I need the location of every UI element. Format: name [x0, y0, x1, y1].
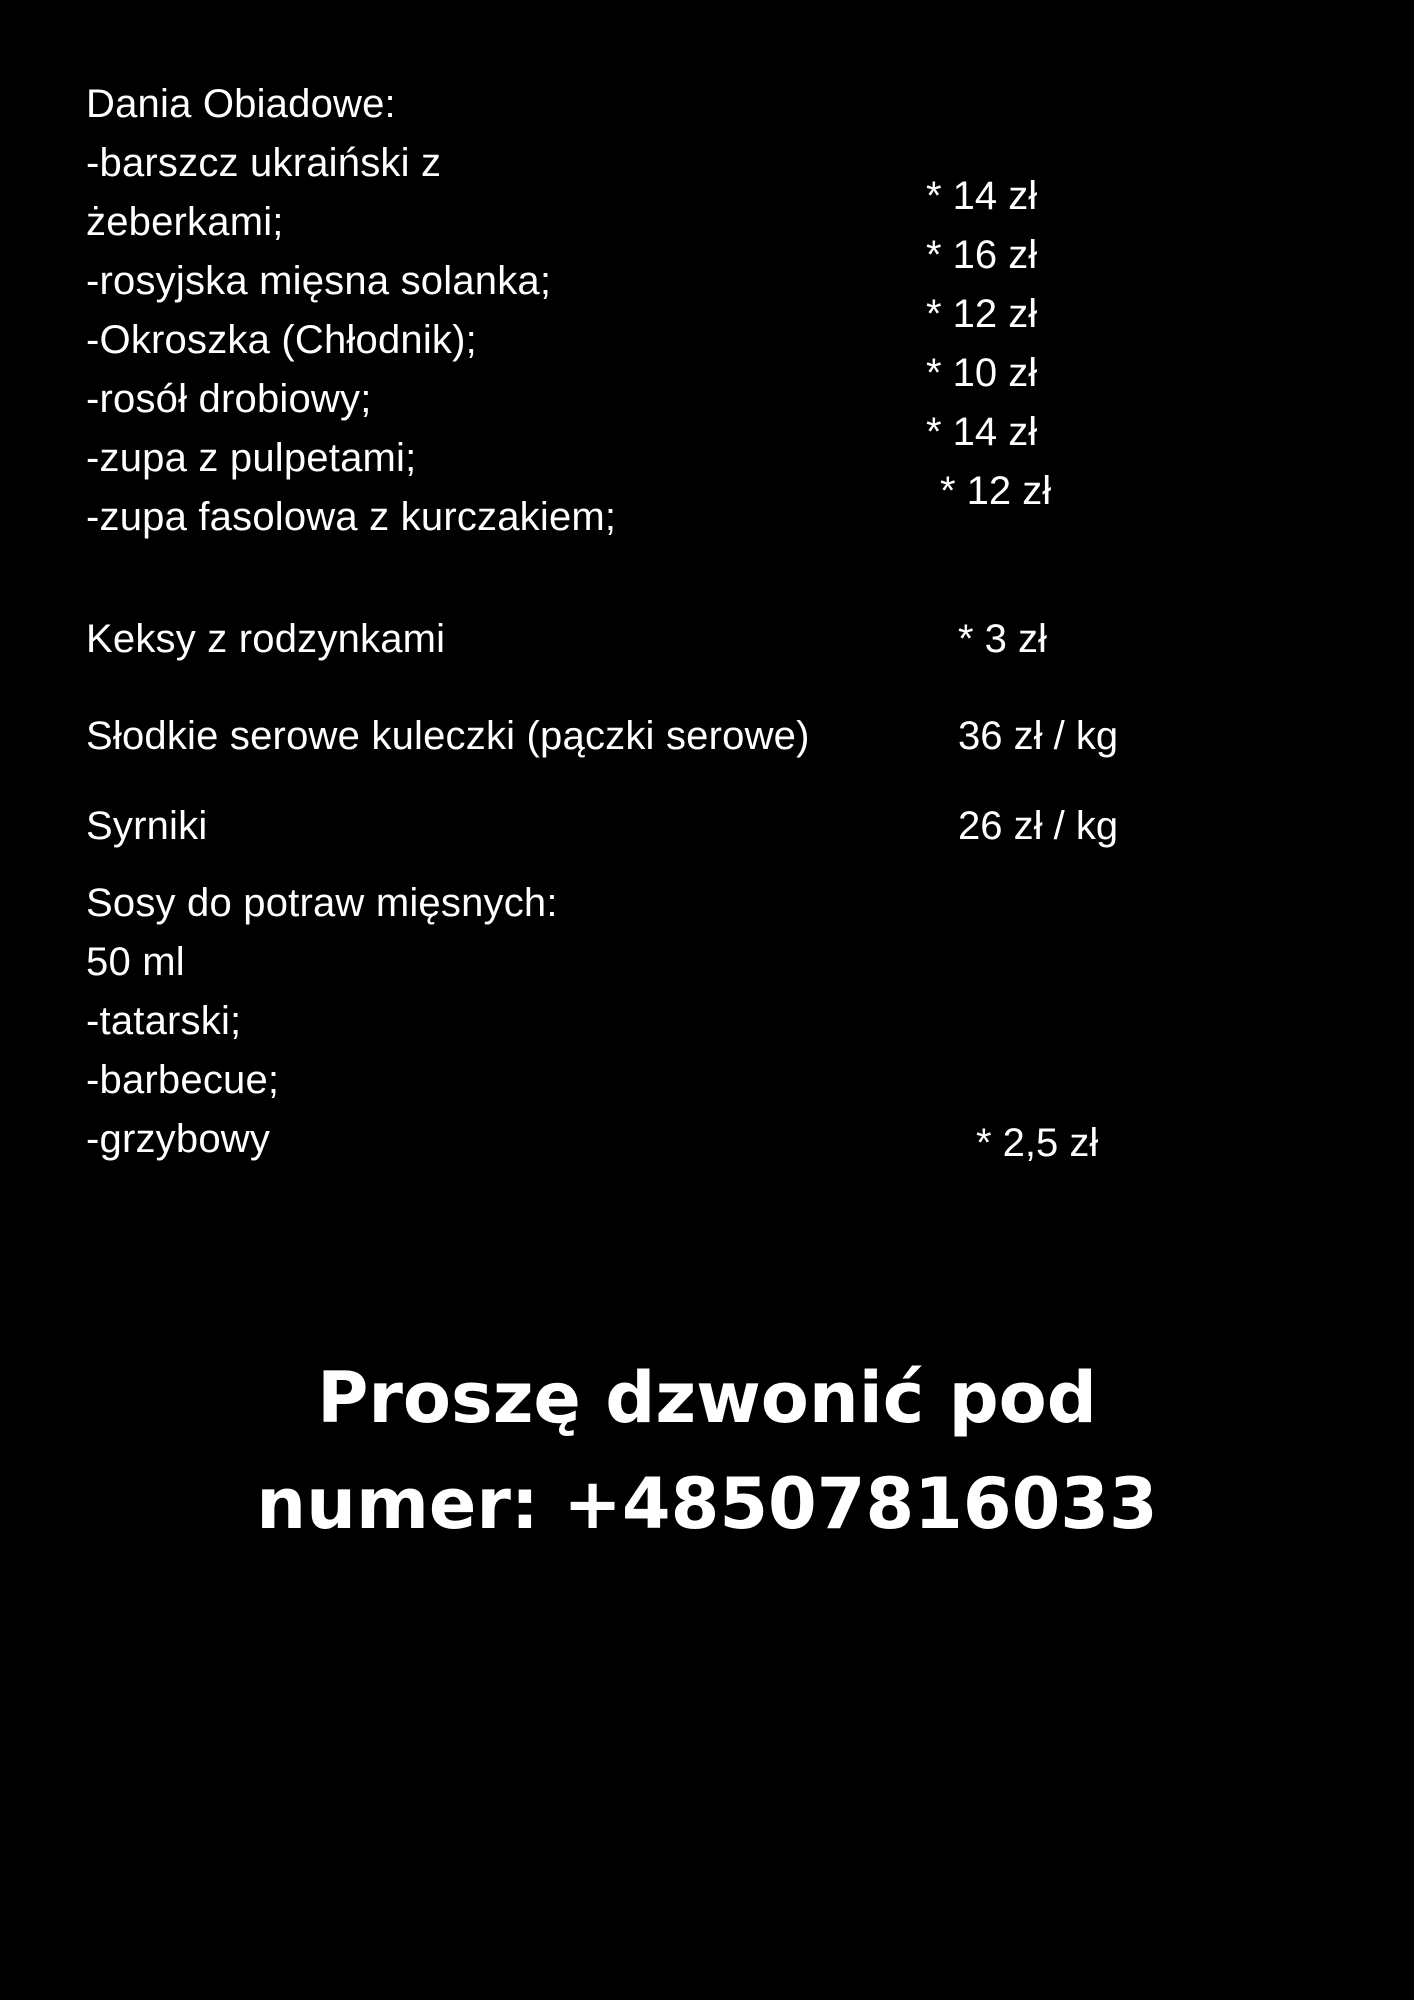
contact-phone-line: numer: +48507816033: [256, 1463, 1158, 1545]
item-price: 36 zł / kg: [958, 714, 1119, 758]
lunch-price: * 16 zł: [926, 233, 1038, 277]
lunch-item-line: -rosyjska mięsna solanka;: [86, 259, 552, 303]
lunch-price: * 10 zł: [926, 351, 1038, 395]
lunch-item-line: -zupa z pulpetami;: [86, 436, 417, 480]
lunch-item-line: -Okroszka (Chłodnik);: [86, 318, 477, 362]
lunch-price: * 14 zł: [926, 174, 1038, 218]
sauces-price: * 2,5 zł: [976, 1121, 1099, 1165]
contact-cta: [0, 1345, 1414, 1557]
sauce-item: -barbecue;: [86, 1058, 280, 1102]
lunch-price: * 12 zł: [926, 292, 1038, 336]
sauce-item: -tatarski;: [86, 999, 242, 1043]
lunch-price: * 14 zł: [926, 410, 1038, 454]
sauce-item: -grzybowy: [86, 1117, 271, 1161]
lunch-heading: Dania Obiadowe:: [86, 82, 396, 126]
lunch-item-line: -barszcz ukraiński z: [86, 141, 442, 185]
lunch-item-line: -zupa fasolowa z kurczakiem;: [86, 495, 617, 539]
item-name: Keksy z rodzynkami: [86, 617, 446, 661]
lunch-item-line: -rosół drobiowy;: [86, 377, 372, 421]
sauces-heading: Sosy do potraw mięsnych:: [86, 881, 558, 925]
contact-line-1: Proszę dzwonić pod: [317, 1357, 1097, 1439]
item-price: * 3 zł: [958, 617, 1047, 661]
sauces-size: 50 ml: [86, 940, 185, 984]
item-price: 26 zł / kg: [958, 804, 1119, 848]
item-name: Słodkie serowe kuleczki (pączki serowe): [86, 714, 810, 758]
lunch-price: * 12 zł: [940, 469, 1052, 513]
item-name: Syrniki: [86, 804, 208, 848]
lunch-item-line: żeberkami;: [86, 200, 284, 244]
